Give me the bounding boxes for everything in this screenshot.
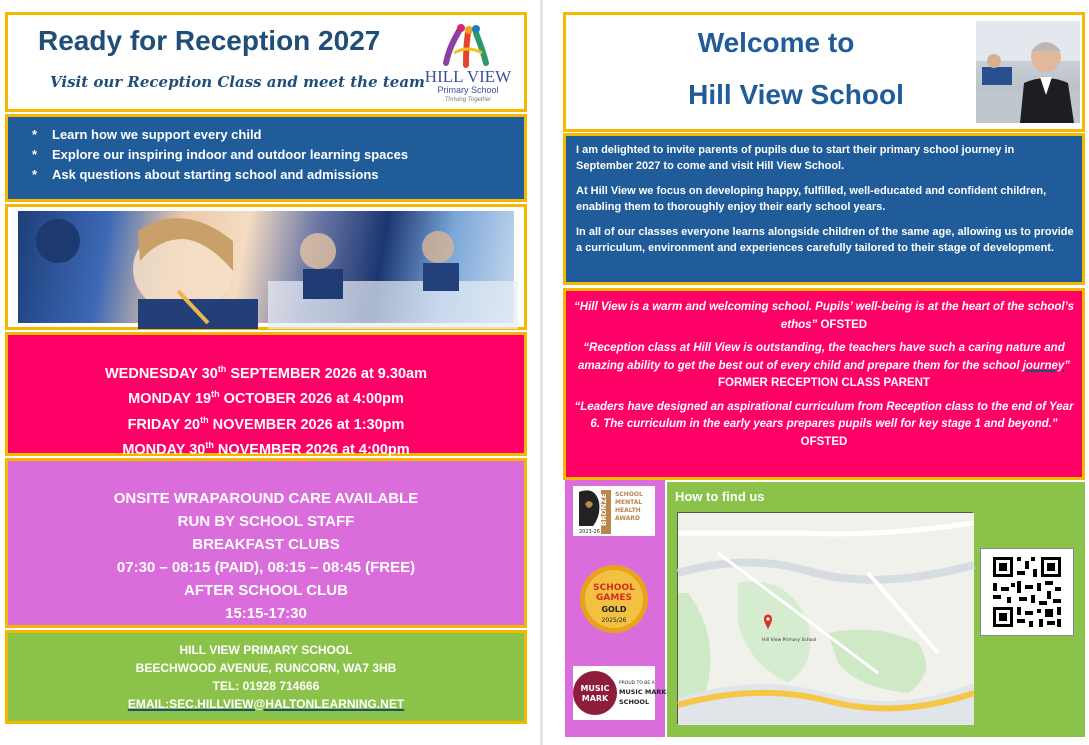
map-image bbox=[678, 513, 974, 725]
feature-bullets bbox=[5, 114, 527, 202]
quote-source: FORMER RECEPTION CLASS PARENT bbox=[718, 377, 930, 389]
music-mark-icon bbox=[573, 666, 667, 720]
svg-text:MENTAL: MENTAL bbox=[615, 499, 643, 506]
school-games-gold-icon bbox=[579, 564, 649, 634]
quote-item: “Leaders have designed an aspirational curriculum from Reception class to the end of Year 6. The curriculum in the early years prepares pupils well for key stage 1 and beyond.” OFSTED bbox=[574, 400, 1074, 448]
logo-subtitle: Primary School bbox=[437, 85, 499, 95]
wraparound-line: BREAKFAST CLUBS bbox=[192, 536, 340, 553]
pupil-writing-image bbox=[18, 211, 518, 327]
quote-source: OFSTED bbox=[800, 435, 848, 448]
page-divider bbox=[540, 0, 543, 745]
svg-text:AWARD: AWARD bbox=[615, 515, 640, 522]
wraparound-care bbox=[5, 458, 527, 628]
classroom-photo bbox=[5, 204, 527, 330]
date-item: MONDAY 19th OCTOBER 2026 at 4:00pm bbox=[128, 389, 404, 408]
date-item: WEDNESDAY 30th SEPTEMBER 2026 at 9.30am bbox=[104, 364, 427, 382]
svg-text:GOLD: GOLD bbox=[601, 605, 627, 614]
svg-text:SCHOOL: SCHOOL bbox=[593, 583, 635, 593]
logo-name: HILL VIEW bbox=[424, 67, 512, 86]
wraparound-line: 07:30 – 08:15 (PAID), 08:15 – 08:45 (FREE) bbox=[116, 559, 416, 576]
intro-paragraph: I am delighted to invite parents of pupils due to start their primary school journey in September 2027 to come and visit Hill View School. bbox=[576, 144, 1015, 172]
mental-health-award-icon bbox=[573, 486, 655, 536]
headteacher-image bbox=[976, 21, 1080, 123]
find-us-title: How to find us bbox=[675, 489, 765, 504]
logo-tagline: Thriving Together bbox=[444, 97, 492, 103]
svg-text:BRONZE: BRONZE bbox=[600, 493, 608, 526]
open-day-dates bbox=[5, 332, 527, 456]
bullet-item: * Learn how we support every child bbox=[32, 125, 524, 145]
music-mark-badge bbox=[573, 666, 667, 720]
school-email-link[interactable]: EMAIL:SEC.HILLVIEW@HALTONLEARNING.NET bbox=[127, 697, 405, 711]
intro-paragraph: At Hill View we focus on developing happy, fulfilled, well-educated and confident children, enabling them to thoroughly enjoy their early school years. bbox=[576, 185, 1047, 213]
bullet-item: * Explore our inspiring indoor and outdoor learning spaces bbox=[32, 145, 524, 165]
svg-text:SCHOOL: SCHOOL bbox=[615, 491, 643, 498]
wraparound-line: AFTER SCHOOL CLUB bbox=[184, 582, 348, 599]
reception-header bbox=[5, 12, 527, 112]
school-name: HILL VIEW PRIMARY SCHOOL bbox=[179, 643, 353, 657]
qr-code-icon bbox=[981, 549, 1073, 635]
school-contact bbox=[5, 630, 527, 724]
school-logo bbox=[420, 23, 516, 105]
quote-item: “Hill View is a warm and welcoming school. Pupils’ well-being is at the heart of the school’s ethos” OFSTED bbox=[574, 301, 1074, 331]
school-phone: TEL: 01928 714666 bbox=[212, 679, 320, 693]
svg-text:SCHOOL: SCHOOL bbox=[619, 698, 650, 706]
svg-text:MARK: MARK bbox=[581, 694, 609, 703]
logo-figures-icon bbox=[420, 23, 516, 69]
welcome-header bbox=[563, 12, 1085, 132]
svg-text:MUSIC: MUSIC bbox=[580, 684, 610, 693]
map-qr-code[interactable] bbox=[980, 548, 1074, 636]
intro-paragraph: In all of our classes everyone learns alongside children of the same age, allowing us to provide a curriculum, environment and experiences carefully tailored to their stage of development. bbox=[576, 226, 1074, 254]
mental-health-award-badge bbox=[573, 486, 655, 536]
bullet-item: * Ask questions about starting school and admissions bbox=[32, 165, 524, 185]
find-us-panel bbox=[667, 482, 1085, 737]
wraparound-line: RUN BY SCHOOL STAFF bbox=[177, 513, 355, 530]
svg-text:2023-26: 2023-26 bbox=[579, 529, 600, 535]
school-address: BEECHWOOD AVENUE, RUNCORN, WA7 3HB bbox=[135, 661, 397, 675]
page-subtitle: Visit our Reception Class and meet the team bbox=[50, 73, 425, 91]
wraparound-line: ONSITE WRAPAROUND CARE AVAILABLE bbox=[113, 490, 419, 507]
svg-text:2025/26: 2025/26 bbox=[601, 617, 627, 624]
school-games-badge bbox=[579, 564, 649, 634]
date-item: MONDAY 30th NOVEMBER 2026 at 4:00pm bbox=[122, 439, 410, 458]
date-item: FRIDAY 20th NOVEMBER 2026 at 1:30pm bbox=[127, 414, 405, 433]
page-title: Ready for Reception 2027 bbox=[38, 25, 381, 56]
intro-text bbox=[563, 133, 1085, 285]
quote-source: OFSTED bbox=[817, 318, 868, 331]
welcome-title-line2: Hill View School bbox=[688, 79, 904, 110]
quote-item: “Reception class at Hill View is outstanding, the teachers have such a caring nature and amazing ability to get the best out of every child and prepare them for the school journey” FORMER RECEPTION CLASS PARENT bbox=[577, 342, 1071, 389]
svg-text:MUSIC MARK: MUSIC MARK bbox=[619, 688, 667, 696]
awards-panel bbox=[565, 480, 665, 737]
svg-text:HEALTH: HEALTH bbox=[615, 507, 641, 514]
headteacher-photo bbox=[976, 21, 1080, 123]
welcome-title-line1: Welcome to bbox=[697, 27, 855, 58]
svg-text:GAMES: GAMES bbox=[596, 593, 632, 603]
svg-text:Hill View Primary School: Hill View Primary School bbox=[762, 638, 817, 643]
wraparound-line: 15:15-17:30 bbox=[225, 605, 307, 622]
svg-text:PROUD TO BE A: PROUD TO BE A bbox=[619, 681, 655, 686]
testimonials bbox=[563, 288, 1085, 480]
photo-image bbox=[18, 211, 514, 323]
location-map[interactable] bbox=[677, 512, 973, 724]
